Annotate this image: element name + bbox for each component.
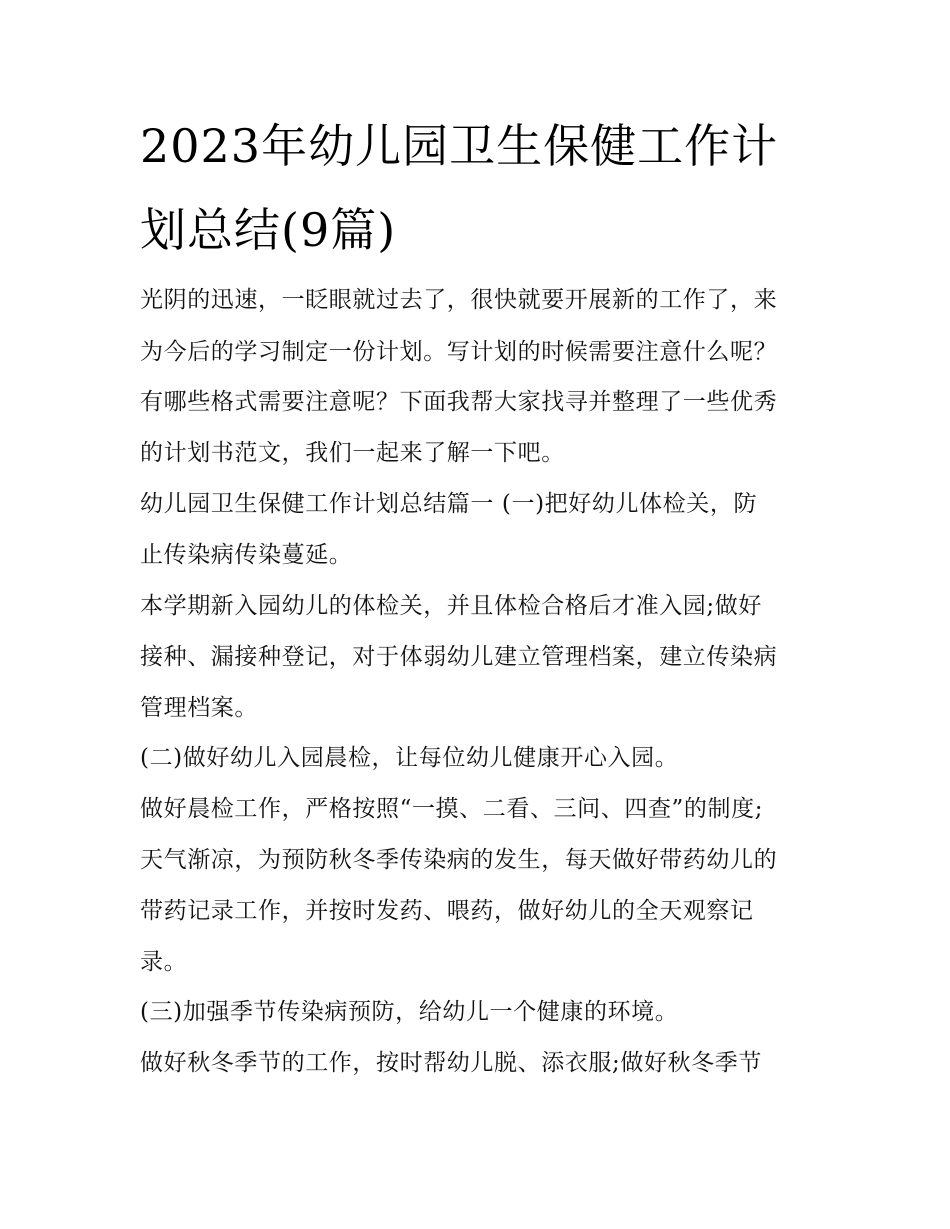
body-line: 管理档案。 xyxy=(140,695,258,721)
document-title-line-1: 2023年幼儿园卫生保健工作计 xyxy=(140,119,779,173)
body-line: 天气渐凉，为预防秋冬季传染病的发生，每天做好带药幼儿的 xyxy=(140,847,778,873)
section-heading-line: (二)做好幼儿入园晨检，让每位幼儿健康开心入园。 xyxy=(140,745,679,771)
section-heading-line: (三)加强季节传染病预防，给幼儿一个健康的环境。 xyxy=(140,999,679,1025)
body-line: 有哪些格式需要注意呢？下面我帮大家找寻并整理了一些优秀 xyxy=(140,389,778,415)
body-line: 接种、漏接种登记，对于体弱幼儿建立管理档案，建立传染病 xyxy=(140,644,778,670)
document-title-line-2: 划总结(9篇) xyxy=(140,203,397,257)
body-line: 做好晨检工作，严格按照“一摸、二看、三问、四查”的制度; xyxy=(140,796,764,822)
body-line: 录。 xyxy=(140,949,188,975)
body-line: 的计划书范文，我们一起来了解一下吧。 xyxy=(140,440,565,466)
body-line: 本学期新入园幼儿的体检关，并且体检合格后才准入园;做好 xyxy=(140,593,762,619)
body-line: 光阴的迅速，一眨眼就过去了，很快就要开展新的工作了，来 xyxy=(140,287,778,313)
body-line: 为今后的学习制定一份计划。写计划的时候需要注意什么呢？ xyxy=(140,339,778,365)
body-line: 做好秋冬季节的工作，按时帮幼儿脱、添衣服;做好秋冬季节 xyxy=(140,1050,762,1076)
section-heading-line: 幼儿园卫生保健工作计划总结篇一 (一)把好幼儿体检关，防 xyxy=(140,491,758,517)
body-line: 止传染病传染蔓延。 xyxy=(140,542,353,568)
body-line: 带药记录工作，并按时发药、喂药，做好幼儿的全天观察记 xyxy=(140,898,754,924)
